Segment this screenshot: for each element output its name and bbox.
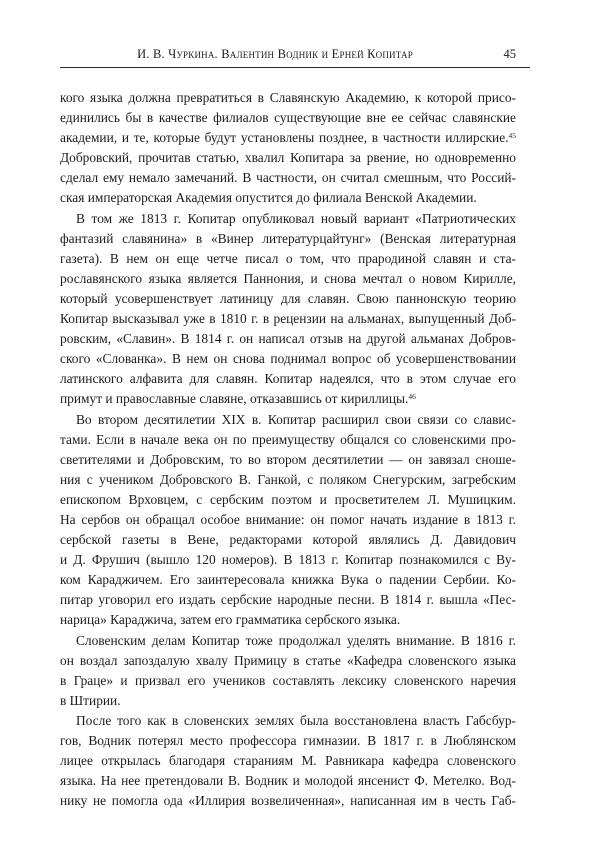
- running-head: И. В. Чуркина. Валентин Водник и Ерней Копитар: [137, 47, 413, 61]
- text-line: фантазий славянина» в «Винер литературцайтунг» (Венская литературная: [60, 230, 516, 246]
- text-line: гов, Водник потерял место профессора гимназии. В 1817 г. в Люблянском: [60, 733, 516, 748]
- text-line: рославянского языка является Паннония, и снова мечтал о новом Кирилле,: [60, 270, 516, 286]
- text-line: в Штирии.: [60, 692, 121, 708]
- text-line: в Граце» и призвал его учеников составлять лексику словенского наречия: [60, 672, 516, 688]
- text-line: кого языка должна превратиться в Славянскую Академию, к которой присо-: [60, 90, 516, 105]
- text-line: ния с учеником Добровского В. Ганкой, с поляком Снегурским, загребским: [60, 471, 516, 487]
- text-line: нику не помогла ода «Иллирия возвеличенная», написанная им в честь Габ-: [60, 793, 516, 809]
- text-line: нарица» Караджича, затем его грамматика сербского языка.: [60, 612, 401, 628]
- text-line: латинского алфавита для славян. Копитар надеялся, что в этом случае его: [60, 371, 516, 387]
- text-segment: академии, и те, которые будут установлены позднее, в частности иллирские.: [60, 130, 509, 146]
- text-line: Добровский, прочитав статью, хвалил Копитара за рвение, но одновременно: [60, 150, 516, 166]
- text-line: светителями и Добровским, то во втором десятилетии — он завязал сноше-: [60, 451, 516, 467]
- text-line: ком Караджичем. Его заинтересовала книжка Вука о падении Сербии. Ко-: [60, 572, 516, 588]
- text-line: сербской газеты в Вене, редакторами которой являлись Д. Давидович: [60, 532, 516, 548]
- text-line: он воздал запоздалую хвалу Примицу в статье «Кафедра словенского языка: [60, 652, 516, 668]
- text-line: языка. На нее претендовали В. Водник и молодой янсенист Ф. Метелко. Вод-: [60, 773, 516, 789]
- text-line: газета). В нем он еще четче писал о том, что прародиной славян и ста-: [60, 250, 516, 266]
- text-line: тами. Если в начале века он по преимуществу общался со словенскими про-: [60, 431, 516, 447]
- footnote-ref-45[interactable]: 45: [508, 131, 516, 141]
- text-line: Словенским делам Копитар тоже продолжал уделять внимание. В 1816 г.: [76, 632, 516, 648]
- text-line: единились бы в качестве филиалов существующие вне ее сейчас славянские: [60, 110, 516, 126]
- text-line: На сербов он обращал особое внимание: он помог начать издание в 1813 г.: [60, 511, 516, 527]
- text-line: и Д. Фрушич (вышло 120 номеров). В 1813 г. Копитар познакомился с Ву-: [60, 552, 516, 568]
- text-line: После того как в словенских землях была восстановлена власть Габсбур-: [76, 712, 516, 728]
- text-line: Копитар высказывал уже в 1810 г. в рецензии на альманах, выпущенный Доб-: [60, 311, 516, 327]
- body-text: [60, 88, 516, 811]
- text-segment: примут и православные славяне, отказавшись от кириллицы.: [60, 391, 409, 407]
- page-number: 45: [503, 47, 516, 61]
- text-line: ровским, «Славин». В 1814 г. он написал отзыв на другой альманах Добров-: [60, 331, 516, 347]
- text-line-with-footnote: [60, 389, 516, 409]
- text-line: епископом Врховцем, с сербским поэтом и просветителем Л. Мушицким.: [60, 491, 516, 507]
- text-line-with-footnote: [60, 128, 516, 148]
- text-line: сделал ему немало замечаний. В частности, он считал смешным, что Россий-: [60, 170, 516, 186]
- page-header: [60, 47, 530, 68]
- text-line: лицее открылась благодаря стараниям М. Равникара кафедра словенского: [60, 753, 516, 769]
- text-line: В том же 1813 г. Копитар опубликовал новый вариант «Патриотических: [76, 210, 516, 226]
- text-line: ского «Слованка». В нем он снова поднимал вопрос об усовершенствовании: [60, 351, 516, 367]
- text-line: который усовершенствует латиницу для славян. Свою паннонскую теорию: [60, 290, 516, 306]
- text-line: ская императорская Академия опустится до филиала Венской Академии.: [60, 190, 477, 206]
- footnote-ref-46[interactable]: 46: [408, 392, 416, 402]
- text-line: Во втором десятилетии XIX в. Копитар расширил свои связи со славис-: [76, 411, 516, 427]
- text-line: питар уговорил его издать сербские народные песни. В 1814 г. вышла «Пес-: [60, 592, 516, 608]
